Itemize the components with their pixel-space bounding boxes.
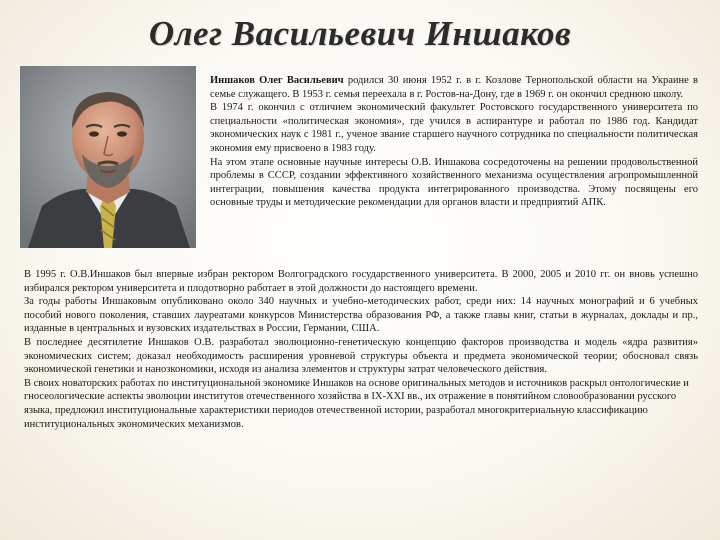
bio-paragraph: За годы работы Иншаковым опубликовано около 340 научных и учебно-методических работ, среди них: 14 научных монографий и 6 учебных пособий нового поколения, ставших лауреатами конкурсов Министерства образования РФ, а также главы книг, статьи в журналах, доклады и пр., изданные в центральных и вузовских издательствах в России, Германии, США. [24, 296, 698, 335]
page-title: Олег Васильевич Иншаков [148, 14, 572, 53]
portrait-illustration [20, 66, 196, 248]
bio-paragraph: В своих новаторских работах по институциональной экономике Иншаков на основе оригинальных методов и источников раскрыл онтологические и гносеологические аспекты эволюции институтов отечественного хозяйства в IX-XXI вв., их отражение в понятийном словообразовании русского языка, предложил институциональные характеристики периодов отечественной истории, разработал многокритериальную классификацию институциональных экономических механизмов. [24, 377, 689, 430]
bio-paragraph: В последнее десятилетие Иншаков О.В. разработал эволюционно-генетическую концепцию факторов производства и модель «ядра развития» экономических систем; доказал необходимость расширения уровневой структуры объекта и предмета экономической теории; обосновал связь экономической генетики и нанозкономики, исходя из анализа элементов и структуры затрат человеческого действия. [24, 336, 698, 376]
bio-paragraph: В 1974 г. окончил с отличием экономический факультет Ростовского государственного университета по специальности «политическая экономия», где учился в аспирантуре и работал по 1986 год. Кандидат экономических наук с 1981 г., ученое звание старшего научного сотрудника по специальности политическая экономия ему присвоено в 1983 году. [210, 102, 698, 154]
bio-lead-name: Иншаков Олег Васильевич [210, 75, 344, 86]
biography-top [210, 74, 698, 210]
bio-paragraph-rest: родился 30 июня 1952 г. в г. Козлове Тернопольской области на Украине в семье служащего. В 1953 г. семья переехала в г. Ростов-на-Дону, где в 1969 г. он окончил среднюю школу. [210, 75, 698, 100]
bio-paragraph: В 1995 г. О.В.Иншаков был впервые избран ректором Волгоградского государственного университета. В 2000, 2005 и 2010 гг. он вновь успешно избирался ректором университета и плодотворно работает в этой должности до настоящего времени. [24, 269, 698, 294]
portrait-photo [20, 66, 196, 248]
bio-paragraph: На этом этапе основные научные интересы О.В. Иншакова сосредоточены на решении продовольственной проблемы в СССР, создании эффективного хозяйственного механизма осуществления агропромышленной интеграции, повышения качества продукта интегрированного производства. Этому посвящены его основные труды и методические рекомендации для органов власти и предприятий АПК. [210, 156, 698, 209]
bio-paragraph [210, 74, 698, 101]
biography-bottom [24, 268, 698, 431]
